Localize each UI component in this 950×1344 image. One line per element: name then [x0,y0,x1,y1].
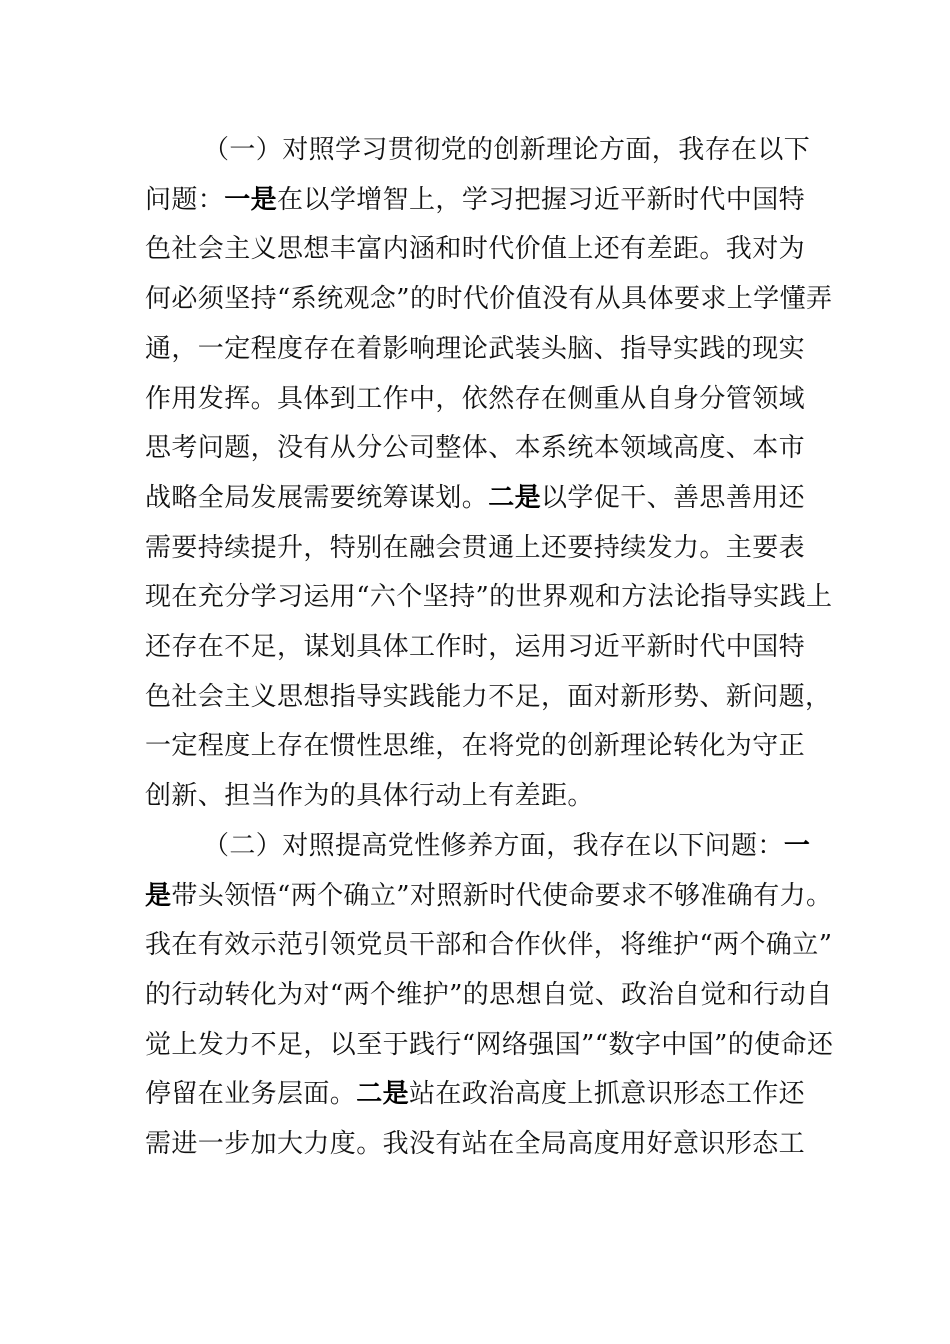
text-line [145,1070,805,1120]
line-text: 的行动转化为对“两个维护”的思想自觉、政治自觉和行动自 [145,979,833,1010]
text-line [145,474,805,524]
text-line [145,971,833,1021]
paragraph [145,822,834,1170]
text-line [145,573,833,623]
emphasis-text: 一是 [224,184,278,215]
text-line [145,872,833,922]
text-line [145,325,805,375]
text-line [145,1021,834,1071]
line-text: 战略全局发展需要统筹谋划。 [145,482,489,513]
line-text: 色社会主义思想丰富内涵和时代价值上还有差距。我对为 [145,234,806,265]
text-line [145,673,832,723]
line-text: 以学促干、善思善用还 [541,482,806,513]
line-text: 问题： [145,184,225,215]
text-line [145,623,805,673]
text-line [145,772,805,822]
text-line [145,375,805,425]
line-text: 还存在不足，谋划具体工作时，运用习近平新时代中国特 [145,632,806,663]
line-text: （二）对照提高党性修养方面，我存在以下问题： [203,830,784,861]
line-text: 思考问题，没有从分公司整体、本系统本领域高度、本市 [145,433,806,464]
line-text: 在以学增智上，学习把握习近平新时代中国特 [277,184,806,215]
text-line [145,275,833,325]
line-text: （一）对照学习贯彻党的创新理论方面，我存在以下 [203,135,811,165]
text-line [145,722,805,772]
text-line [145,1120,805,1170]
emphasis-text: 二是 [488,482,542,513]
text-line [145,524,805,574]
line-text: 作用发挥。具体到工作中，依然存在侧重从自身分管领域 [145,383,806,414]
emphasis-text: 是 [145,880,172,911]
document-body [145,126,834,1170]
line-text: 停留在业务层面。 [145,1079,357,1110]
line-text: 一定程度上存在惯性思维，在将党的创新理论转化为守正 [145,731,806,762]
line-text: 现在充分学习运用“六个坚持”的世界观和方法论指导实践上 [145,582,833,613]
line-text: 通，一定程度存在着影响理论武装头脑、指导实践的现实 [145,333,806,364]
text-line [145,225,805,275]
line-text: 带头领悟“两个确立”对照新时代使命要求不够准确有力。 [171,880,833,911]
text-line [145,176,805,226]
line-text: 何必须坚持“系统观念”的时代价值没有从具体要求上学懂弄 [145,284,833,315]
text-line [145,822,811,872]
line-text: 需进一步加大力度。我没有站在全局高度用好意识形态工 [145,1129,806,1160]
emphasis-text: 一 [783,830,811,861]
line-text: 色社会主义思想指导实践能力不足，面对新形势、新问题， [145,681,832,712]
line-text: 觉上发力不足，以至于践行“网络强国”“数字中国”的使命还 [145,1029,834,1060]
text-line [145,424,805,474]
line-text: 我在有效示范引领党员干部和合作伙伴，将维护“两个确立” [145,930,833,961]
line-text: 创新、担当作为的具体行动上有差距。 [145,781,594,812]
line-text: 站在政治高度上抓意识形态工作还 [409,1079,806,1110]
paragraph [145,126,833,822]
text-line [145,126,811,176]
emphasis-text: 二是 [356,1079,410,1110]
line-text: 需要持续提升，特别在融会贯通上还要持续发力。主要表 [145,532,806,563]
text-line [145,921,833,971]
